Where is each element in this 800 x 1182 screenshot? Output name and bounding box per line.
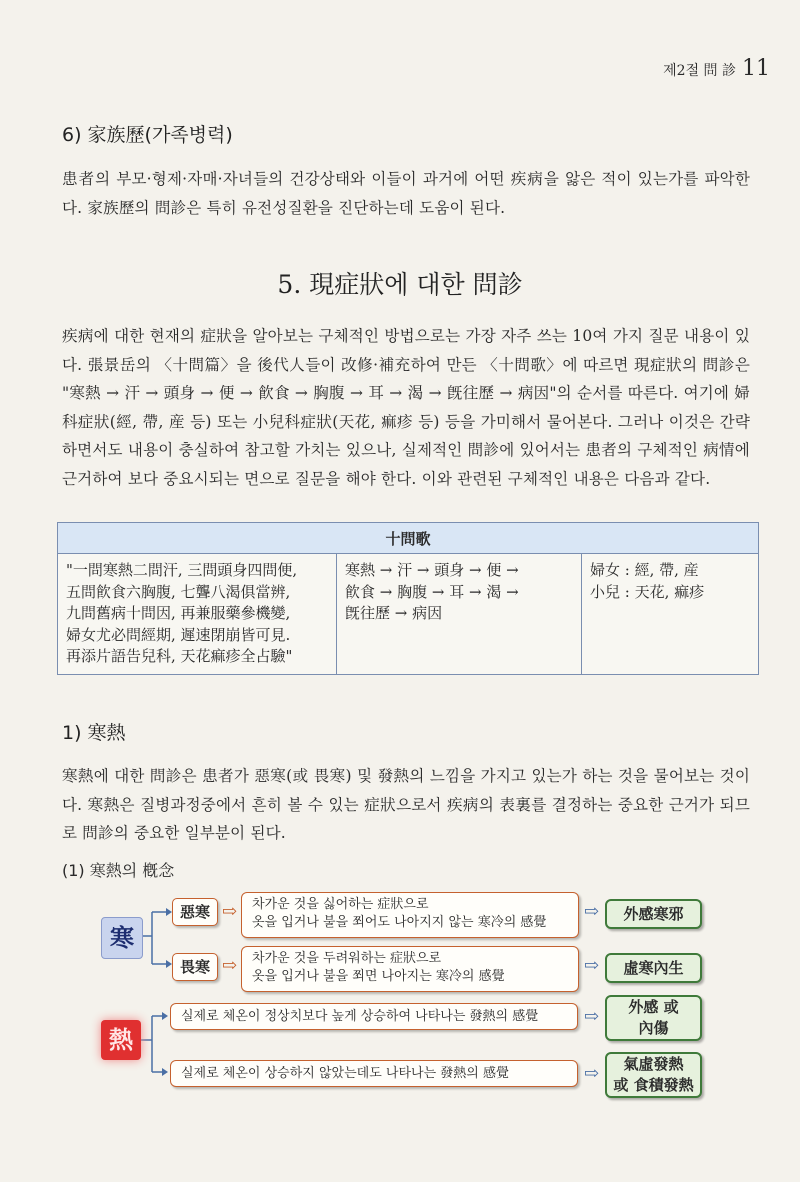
- heat-bracket: [140, 1016, 162, 1072]
- description-line: 차가운 것을 싫어하는 症狀으로: [252, 897, 429, 912]
- result-line: 氣虛發熱: [623, 1055, 684, 1073]
- verse-line: 九問舊病十問因, 再兼服藥參機變,: [66, 604, 291, 622]
- arrow-icon: ⇨: [222, 901, 238, 922]
- heat-normal-description: 실제로 체온이 상승하지 않았는데도 나타나는 發熱의 感覺: [170, 1060, 578, 1087]
- cold-heat-heading: 1) 寒熱: [62, 722, 126, 744]
- section-title: 5. 現症狀에 대한 問診: [277, 270, 523, 299]
- arrow-icon: ⇨: [584, 1063, 600, 1084]
- aversion-cold-tag: 惡寒: [172, 898, 218, 926]
- arrow-icon: ⇨: [584, 1006, 600, 1027]
- aversion-cold-result: 外感寒邪: [605, 899, 702, 929]
- arrow-icon: ⇨: [222, 955, 238, 976]
- verse-line: 婦女尤必問經期, 遲速閉崩皆可見.: [66, 625, 291, 644]
- family-history-heading: 6) 家族歷(가족병력): [62, 124, 233, 146]
- cold-char-badge: 寒: [101, 917, 143, 959]
- heat-high-result: [605, 995, 702, 1041]
- cold-heat-paragraph: 寒熱에 대한 問診은 患者가 惡寒(或 畏寒) 및 發熱의 느낌을 가지고 있는가 하는 것을 물어보는 것이다. 寒熱은 질병과정중에서 흔히 볼 수 있는 症狀으로서 疾病의 表裏를 결정하는 중요한 근거가 되므로 問診의 중요한 일부분이 된다.: [62, 767, 750, 842]
- description-line: 옷을 입거나 불을 쬐어도 나아지지 않는 寒冷의 感覺: [252, 915, 547, 930]
- aversion-cold-description: [241, 892, 579, 938]
- result-line: 內傷: [638, 1019, 669, 1037]
- arrowhead-icon: [162, 1012, 168, 1020]
- section-label: 제2절 問 診: [663, 63, 736, 79]
- heat-high-description: 실제로 체온이 정상치보다 높게 상승하여 나타나는 發熱의 感覺: [170, 1003, 578, 1030]
- extra-line: 小兒 : 天花, 痲疹: [590, 582, 705, 601]
- description-line: 옷을 입거나 불을 쬐면 나아지는 寒冷의 感覺: [252, 969, 505, 984]
- extra-line: 婦女 : 經, 帶, 産: [590, 561, 699, 579]
- cold-heat-subheading: (1) 寒熱의 槪念: [62, 861, 175, 880]
- verse-line: 五問飮食六胸腹, 七聾八渴俱當辨,: [66, 582, 291, 601]
- cold-bracket: [140, 912, 166, 964]
- order-line: 寒熱 → 汗 → 頭身 → 便 →: [345, 561, 519, 579]
- heat-char-badge: 熱: [101, 1020, 141, 1060]
- description-line: 차가운 것을 두려워하는 症狀으로: [252, 951, 442, 966]
- arrow-icon: ⇨: [584, 901, 600, 922]
- verse-line: "一問寒熱二問汗, 三問頭身四問便,: [66, 561, 298, 579]
- order-line: 旣往歷 → 病因: [345, 604, 443, 622]
- order-line: 飮食 → 胸腹 → 耳 → 渴 →: [345, 582, 519, 601]
- result-line: 或 食積發熱: [613, 1076, 694, 1094]
- fear-cold-result: 虛寒內生: [605, 953, 702, 983]
- arrowhead-icon: [162, 1068, 168, 1076]
- heat-normal-result: [605, 1052, 702, 1098]
- fear-cold-description: [241, 946, 579, 992]
- section5-paragraph: 疾病에 대한 현재의 症狀을 알아보는 구체적인 방법으로는 가장 자주 쓰는 10여 가지 질문 내용이 있다. 張景岳의 〈十問篇〉을 後代人들이 改修·補充하여 만든 〈十問歌〉에 따르면 現症狀의 問診은 "寒熱 → 汗 → 頭身 → 便 → 飮食 → 胸腹 → 耳 → 渴 → 旣往歷 → 病因"의 순서를 따른다. 여기에 婦科症狀(經, 帶, 産 등) 또는 小兒科症狀(天花, 痲疹 등) 등을 가미해서 물어본다. 그러나 이것은 간략하면서도 내용이 충실하여 참고할 가치는 있으나, 실제적인 問診에 있어서는 患者의 구체적인 病情에 근거하여 보다 중요시되는 면으로 질문을 해야 한다. 이와 관련된 구체적인 내용은 다음과 같다.: [62, 327, 750, 488]
- family-history-paragraph: 患者의 부모·형제·자매·자녀들의 건강상태와 이들이 과거에 어떤 疾病을 앓은 적이 있는가를 파악한다. 家族歷의 問診은 특히 유전성질환을 진단하는데 도움이 된다.: [62, 170, 750, 217]
- verse-line: 再添片語告兒科, 天花痲疹全占驗": [66, 647, 293, 665]
- fear-cold-tag: 畏寒: [172, 953, 218, 981]
- page-number: 11: [742, 56, 770, 81]
- table-title: 十問歌: [58, 523, 759, 554]
- arrow-icon: ⇨: [584, 955, 600, 976]
- result-line: 外感 或: [628, 998, 679, 1016]
